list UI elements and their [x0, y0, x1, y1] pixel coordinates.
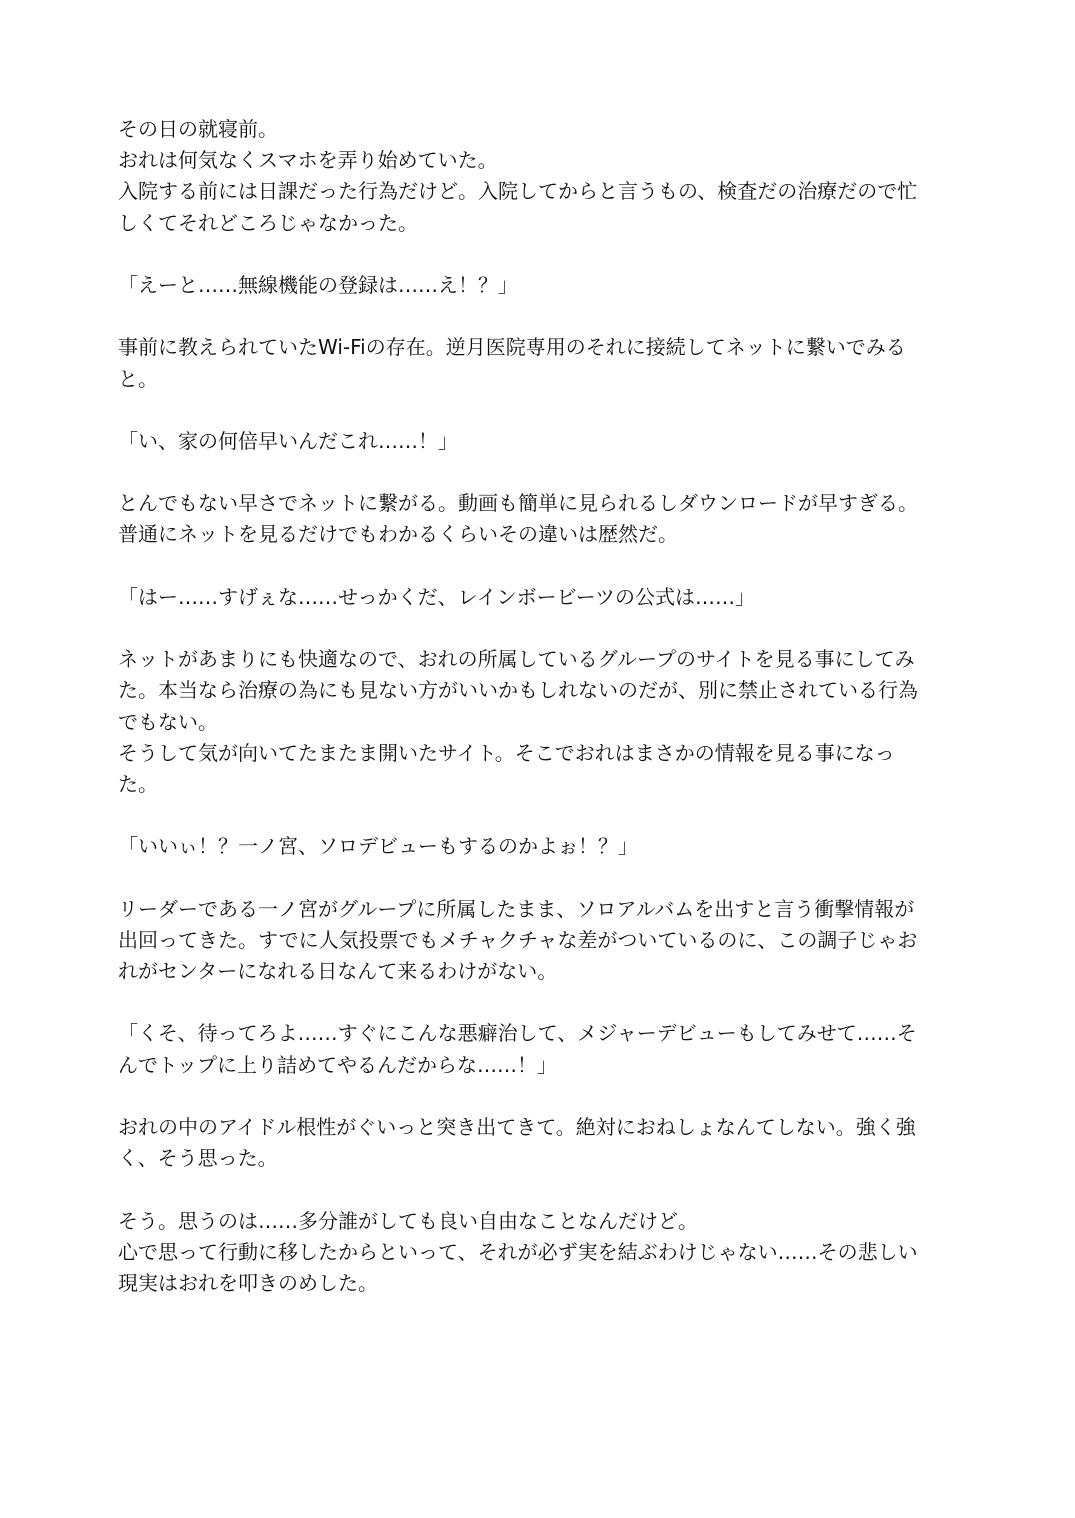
dialogue-line: 「くそ、待ってろよ……すぐにこんな悪癖治して、メジャーデビューもしてみせて……そ	[118, 1021, 917, 1046]
dialogue-line: 「いいぃ！？一ノ宮、ソロデビューもするのかよぉ！？」	[118, 834, 638, 859]
dialogue-line: 「い、家の何倍早いんだこれ……！」	[118, 428, 458, 453]
text-line: おれの中のアイドル根性がぐいっと突き出てきて。絶対におねしょなんてしない。強く強	[118, 1115, 916, 1139]
text-line: リーダーである一ノ宮がグループに所属したまま、ソロアルバムを出すと言う衝撃情報が	[118, 896, 915, 921]
blank-line	[118, 551, 968, 582]
blank-line	[118, 613, 968, 644]
text-line: 現実はおれを叩きのめした。	[118, 1270, 378, 1295]
text-line: でもない。	[118, 709, 218, 734]
blank-line	[118, 863, 968, 894]
blank-line	[118, 987, 968, 1018]
text-line: おれは何気なくスマホを弄り始めていた。	[118, 148, 498, 173]
text-line: 入院する前には日課だった行為だけど。入院してからと言うもの、検査だの治療だので忙	[118, 179, 918, 204]
text-line: その日の就寝前。	[118, 117, 278, 141]
text-line: 事前に教えられていたWi-Fiの存在。逆月医院専用のそれに接続してネットに繋いでみる	[118, 335, 906, 360]
blank-line	[118, 800, 968, 831]
text-line: と。	[118, 366, 158, 391]
text-line: た。本当なら治療の為にも見ない方がいいかもしれないのだが、別に禁止されている行為	[118, 678, 918, 703]
text-line: とんでもない早さでネットに繋がる。動画も簡単に見られるしダウンロードが早すぎる。	[118, 491, 918, 516]
dialogue-line: 「えーと……無線機能の登録は……え！？」	[118, 272, 518, 297]
text-line: れがセンターになれる日なんて来るわけがない。	[118, 959, 558, 984]
text-line: く、そう思った。	[118, 1146, 278, 1171]
blank-line	[118, 395, 968, 426]
body-text	[118, 114, 968, 1299]
blank-line	[118, 301, 968, 332]
text-line: ネットがあまりにも快適なので、おれの所属しているグループのサイトを見る事にしてみ	[118, 647, 915, 672]
text-line: そうして気が向いてたまたま開いたサイト。そこでおれはまさかの情報を見る事になっ	[118, 740, 895, 765]
text-line: 普通にネットを見るだけでもわかるくらいその違いは歴然だ。	[118, 522, 678, 547]
blank-line	[118, 239, 968, 270]
text-line: しくてそれどころじゃなかった。	[118, 210, 418, 235]
blank-line	[118, 1174, 968, 1205]
blank-line	[118, 1081, 968, 1112]
text-line: 心で思って行動に移したからといって、それが必ず実を結ぶわけじゃない……その悲しい	[118, 1239, 918, 1264]
text-line: 出回ってきた。すでに人気投票でもメチャクチャな差がついているのに、この調子じゃお	[118, 927, 918, 952]
text-line: そう。思うのは……多分誰がしても良い自由なことなんだけど。	[118, 1208, 698, 1233]
text-line: た。	[118, 771, 158, 796]
dialogue-line: んでトップに上り詰めてやるんだからな……！」	[118, 1052, 557, 1077]
blank-line	[118, 457, 968, 488]
dialogue-line: 「はー……すげぇな……せっかくだ、レインボービーツの公式は……」	[118, 584, 755, 609]
